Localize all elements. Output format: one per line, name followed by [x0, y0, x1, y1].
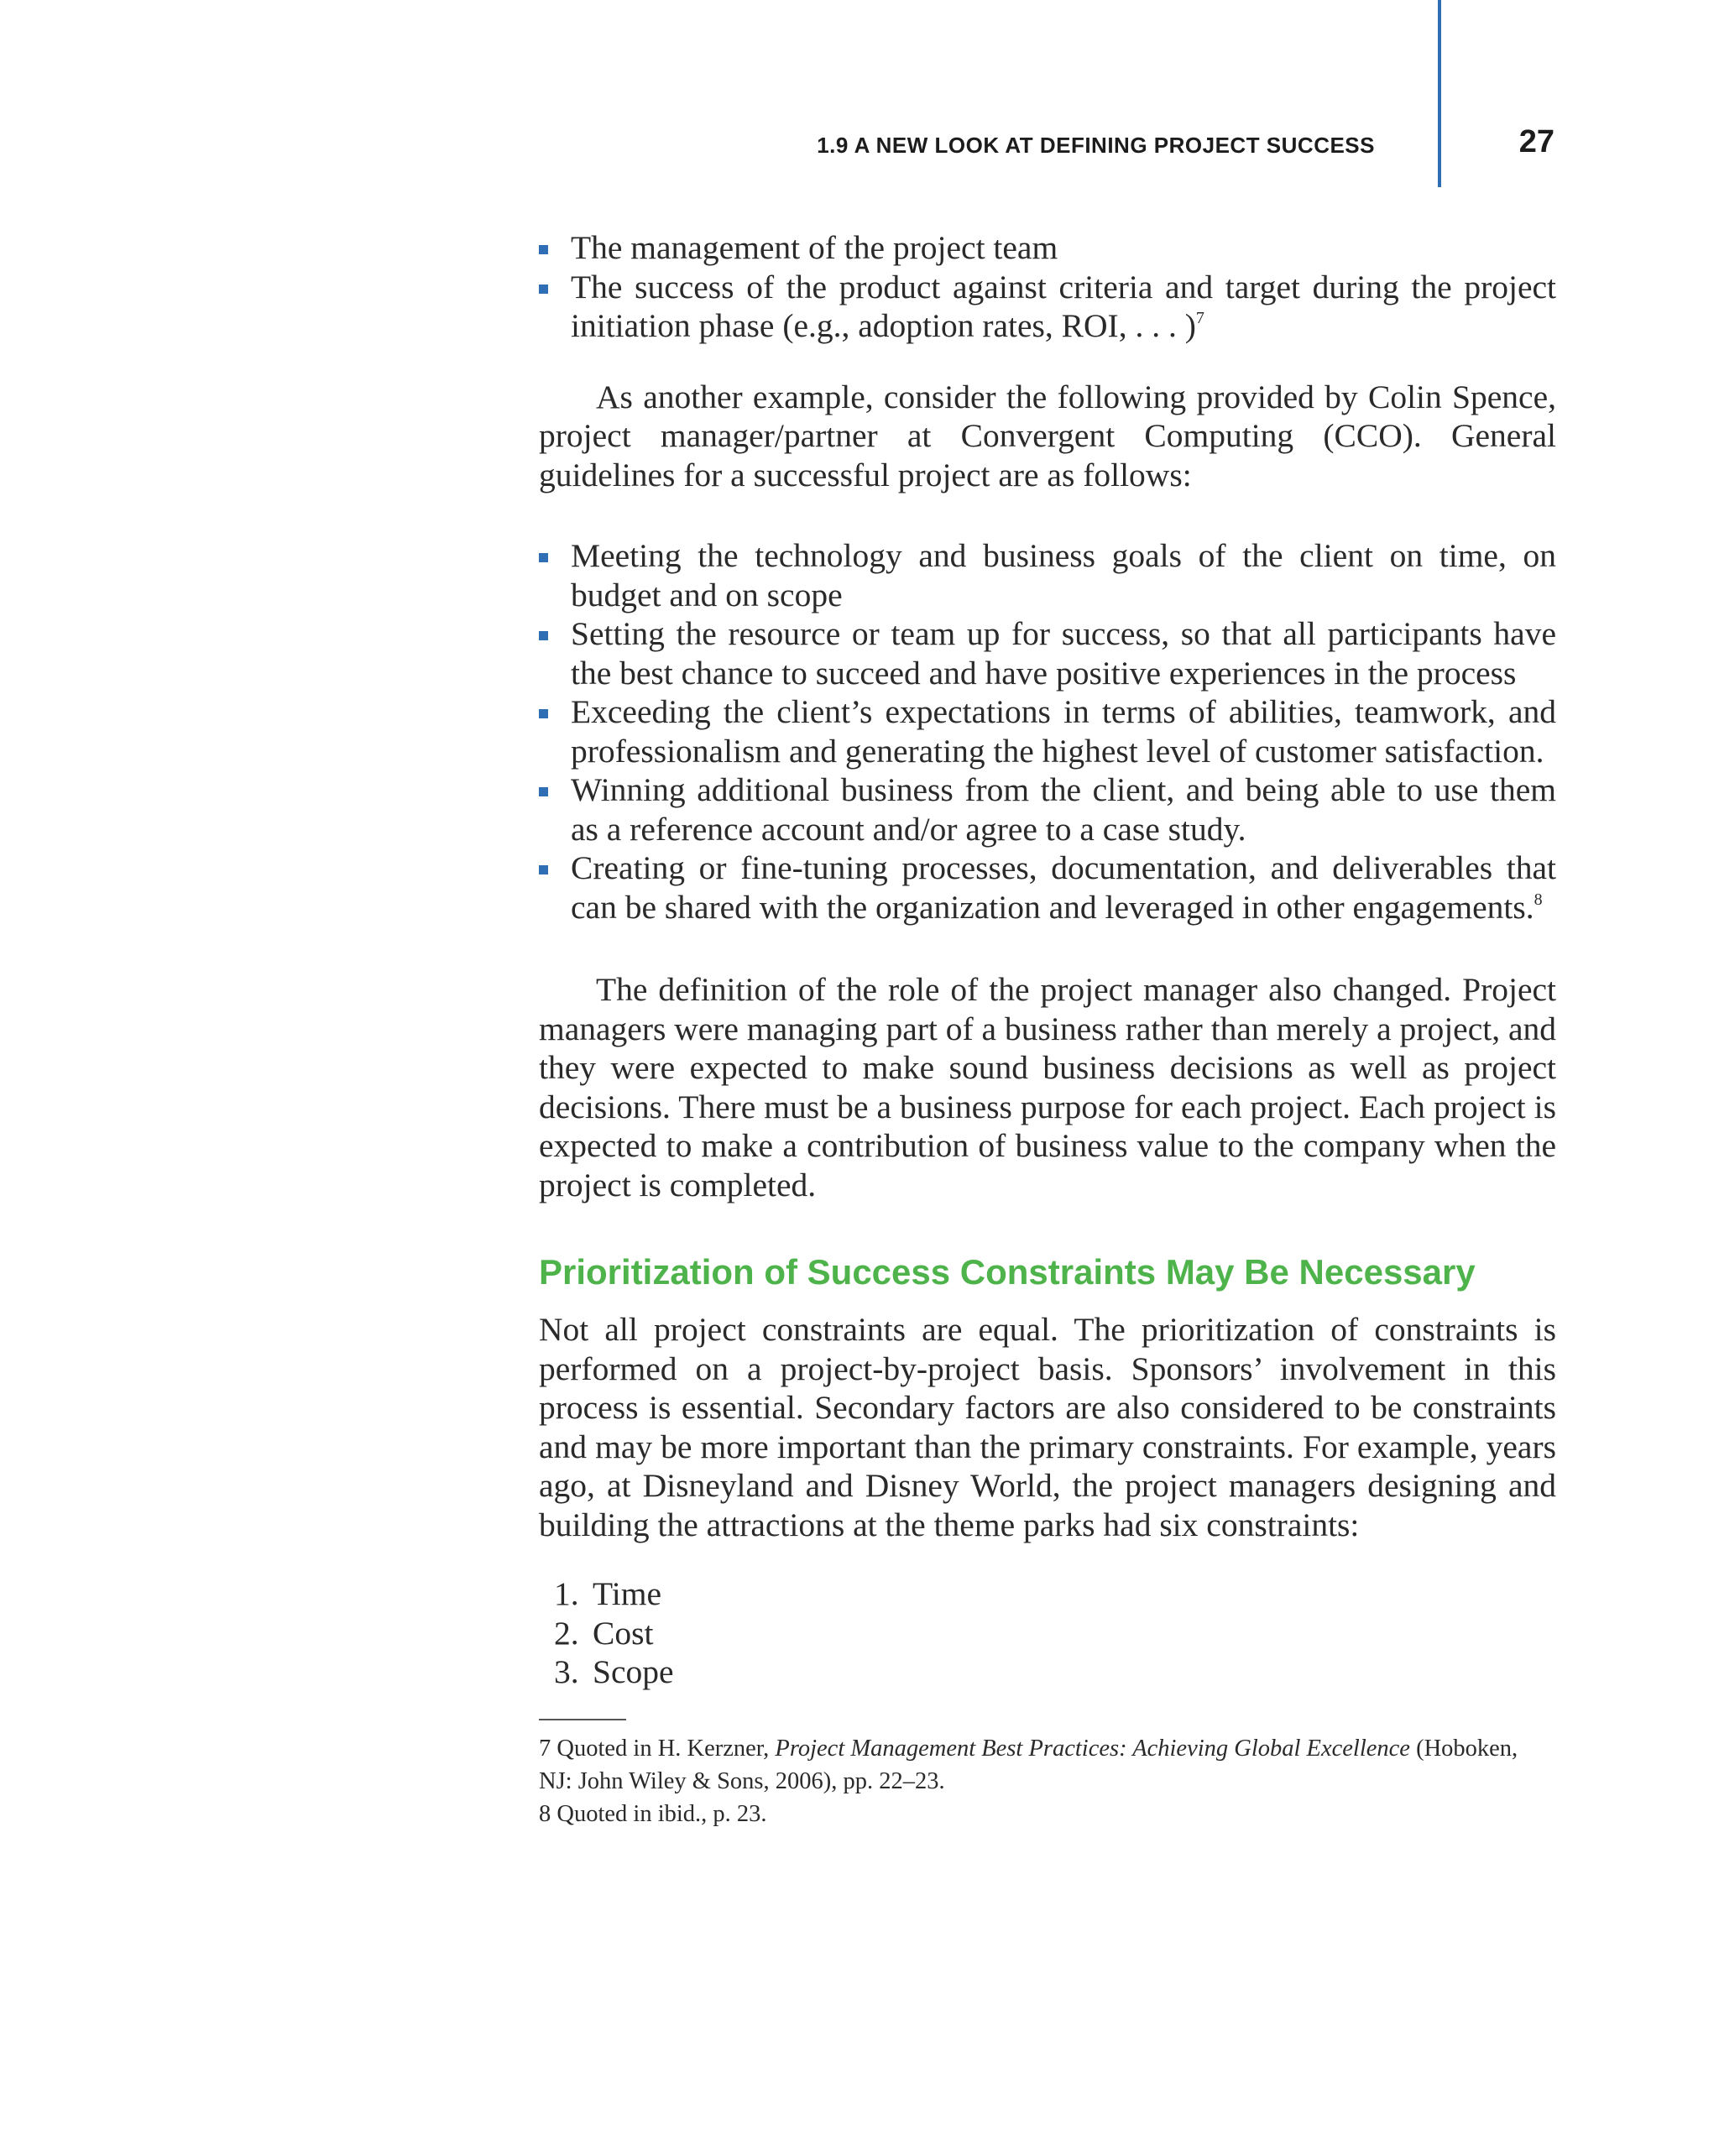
footnote-divider [539, 1719, 626, 1720]
footnote-ref-8: 8 [1534, 890, 1543, 909]
list-item-text: Cost [593, 1614, 654, 1652]
list-item [554, 1652, 1556, 1692]
list-item [539, 228, 1556, 268]
list-number: 2. [554, 1614, 579, 1652]
list-number: 3. [554, 1653, 579, 1690]
list-item-text: The success of the product against criteria and target during the project initiation phase (e.g., adoption rates, ROI, . . . ) [571, 268, 1556, 344]
page-body [539, 228, 1556, 1830]
list-item [539, 614, 1556, 692]
square-bullet-icon [539, 865, 548, 874]
list-item [539, 268, 1556, 346]
footnote-7 [539, 1732, 1556, 1798]
list-item [539, 692, 1556, 770]
footnotes [539, 1732, 1556, 1830]
list-item [554, 1614, 1556, 1653]
list-item-text: Time [593, 1575, 661, 1612]
list-item-text: Winning additional business from the client, and being able to use them as a reference account and/or agree to a case study. [571, 771, 1556, 848]
list-item [539, 536, 1556, 614]
square-bullet-icon [539, 553, 548, 562]
running-header-title: 1.9 A NEW LOOK AT DEFINING PROJECT SUCCESS [817, 133, 1375, 158]
section-heading: Prioritization of Success Constraints May Be Necessary [539, 1252, 1476, 1292]
square-bullet-icon [539, 709, 548, 718]
list-item-text: Meeting the technology and business goals of the client on time, on budget and on scope [571, 537, 1556, 613]
numbered-constraints-list [539, 1574, 1556, 1692]
footnote-7-suffix: (Hoboken, NJ: John Wiley & Sons, 2006), pp. 22–23. [539, 1735, 1518, 1794]
footnote-7-book-title: Project Management Best Practices: Achieving Global Excellence [775, 1735, 1410, 1762]
footnote-ref-7: 7 [1195, 309, 1204, 327]
square-bullet-icon [539, 245, 548, 254]
square-bullet-icon [539, 631, 548, 640]
bullet-list-top [539, 228, 1556, 346]
bullet-list-guidelines [539, 536, 1556, 927]
body-paragraph-2: The definition of the role of the project manager also changed. Project managers were managing part of a business rather than merely a project, and they were expected to make sound business decisions as well as project decisions. There must be a business purpose for each project. Each project is expected to make a contribution of business value to the company when the project is completed. [539, 971, 1556, 1203]
body-paragraph-1: As another example, consider the following provided by Colin Spence, project manager/partner at Convergent Computing (CCO). General guidelines for a successful project are as follows: [539, 378, 1556, 493]
list-item-text: Creating or fine-tuning processes, documentation, and deliverables that can be shared with the organization and leveraged in other engagements. [571, 849, 1556, 926]
list-item [539, 770, 1556, 848]
list-item [539, 848, 1556, 927]
list-item-text: Exceeding the client’s expectations in terms of abilities, teamwork, and professionalism and generating the highest level of customer satisfaction. [571, 693, 1556, 770]
page-number: 27 [1518, 124, 1554, 159]
square-bullet-icon [539, 787, 548, 796]
square-bullet-icon [539, 285, 548, 294]
list-number: 1. [554, 1575, 579, 1612]
list-item-text: Scope [593, 1653, 674, 1690]
footnote-8: 8 Quoted in ibid., p. 23. [539, 1800, 767, 1827]
section-paragraph: Not all project constraints are equal. The prioritization of constraints is performed on a project-by-project basis. Sponsors’ involvement in this process is essential. Secondary factors are also considered to be constraints and may be more important than the primary constraints. For example, years ago, at Disneyland and Disney World, the project managers designing and building the attractions at the theme parks had six constraints: [539, 1311, 1556, 1543]
list-item [554, 1574, 1556, 1614]
list-item-text: The management of the project team [571, 229, 1058, 266]
list-item-text: Setting the resource or team up for success, so that all participants have the best chance to succeed and have positive experiences in the process [571, 615, 1556, 692]
footnote-7-prefix: 7 Quoted in H. Kerzner, [539, 1735, 776, 1762]
header-accent-rule [1438, 0, 1441, 187]
